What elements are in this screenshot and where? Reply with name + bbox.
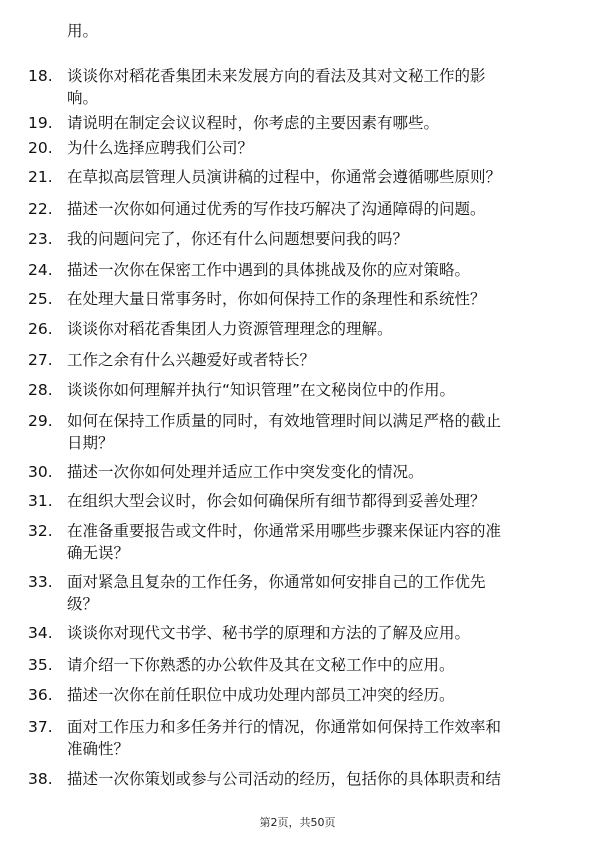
question-number: 30. xyxy=(28,463,53,481)
question-number: 38. xyxy=(28,770,53,788)
question-text-line: 描述一次你在保密工作中遇到的具体挑战及你的应对策略。 xyxy=(67,261,471,279)
question-text-line: 日期？ xyxy=(67,434,114,452)
question-text-line: 描述一次你如何处理并适应工作中突发变化的情况。 xyxy=(67,463,424,481)
question-number: 25. xyxy=(28,290,53,308)
question-number: 31. xyxy=(28,492,53,510)
question-text-line: 准确性？ xyxy=(67,740,130,758)
question-text-line: 级？ xyxy=(67,595,99,613)
question-number: 33. xyxy=(28,573,53,591)
question-text-line: 在准备重要报告或文件时，你通常采用哪些步骤来保证内容的准 xyxy=(67,522,502,540)
question-number: 23. xyxy=(28,230,53,248)
question-text-line: 我的问题问完了，你还有什么问题想要问我的吗？ xyxy=(67,230,409,248)
question-number: 32. xyxy=(28,522,53,540)
question-text-line: 面对紧急且复杂的工作任务，你通常如何安排自己的工作优先 xyxy=(67,573,486,591)
question-text-line: 谈谈你对现代文书学、秘书学的原理和方法的了解及应用。 xyxy=(67,624,471,642)
question-text-line: 在组织大型会议时，你会如何确保所有细节都得到妥善处理？ xyxy=(67,492,486,510)
question-text-line: 请说明在制定会议议程时，你考虑的主要因素有哪些。 xyxy=(67,114,440,132)
question-text-line: 在草拟高层管理人员演讲稿的过程中，你通常会遵循哪些原则？ xyxy=(67,168,502,186)
question-number: 36. xyxy=(28,686,53,704)
question-text-line: 响。 xyxy=(67,89,99,107)
question-text-line: 谈谈你对稻花香集团未来发展方向的看法及其对文秘工作的影 xyxy=(67,67,486,85)
question-number: 28. xyxy=(28,381,53,399)
question-number: 37. xyxy=(28,718,53,736)
question-text-line: 工作之余有什么兴趣爱好或者特长？ xyxy=(67,351,316,369)
question-number: 26. xyxy=(28,320,53,338)
question-number: 29. xyxy=(28,412,53,430)
question-text-line: 描述一次你在前任职位中成功处理内部员工冲突的经历。 xyxy=(67,686,455,704)
question-text-line: 在处理大量日常事务时，你如何保持工作的条理性和系统性？ xyxy=(67,290,486,308)
question-number: 34. xyxy=(28,624,53,642)
question-text-line: 描述一次你如何通过优秀的写作技巧解决了沟通障碍的问题。 xyxy=(67,200,486,218)
question-text-line: 如何在保持工作质量的同时，有效地管理时间以满足严格的截止 xyxy=(67,412,502,430)
question-text-line: 谈谈你如何理解并执行“知识管理”在文秘岗位中的作用。 xyxy=(67,381,456,399)
question-number: 21. xyxy=(28,168,53,186)
question-text-line: 为什么选择应聘我们公司？ xyxy=(67,139,254,157)
question-text-line: 描述一次你策划或参与公司活动的经历，包括你的具体职责和结 xyxy=(67,770,502,788)
question-text-line: 请介绍一下你熟悉的办公软件及其在文秘工作中的应用。 xyxy=(67,656,455,674)
question-number: 18. xyxy=(28,67,53,85)
question-text-line: 确无误？ xyxy=(67,544,130,562)
question-number: 24. xyxy=(28,261,53,279)
question-text-line: 谈谈你对稻花香集团人力资源管理理念的理解。 xyxy=(67,320,393,338)
question-number: 19. xyxy=(28,114,53,132)
question-number: 22. xyxy=(28,200,53,218)
question-number: 20. xyxy=(28,139,53,157)
continuation-text: 用。 xyxy=(67,22,99,40)
question-number: 27. xyxy=(28,351,53,369)
question-number: 35. xyxy=(28,656,53,674)
question-text-line: 面对工作压力和多任务并行的情况，你通常如何保持工作效率和 xyxy=(67,718,502,736)
page-footer: 第2页，共50页 xyxy=(259,816,336,829)
